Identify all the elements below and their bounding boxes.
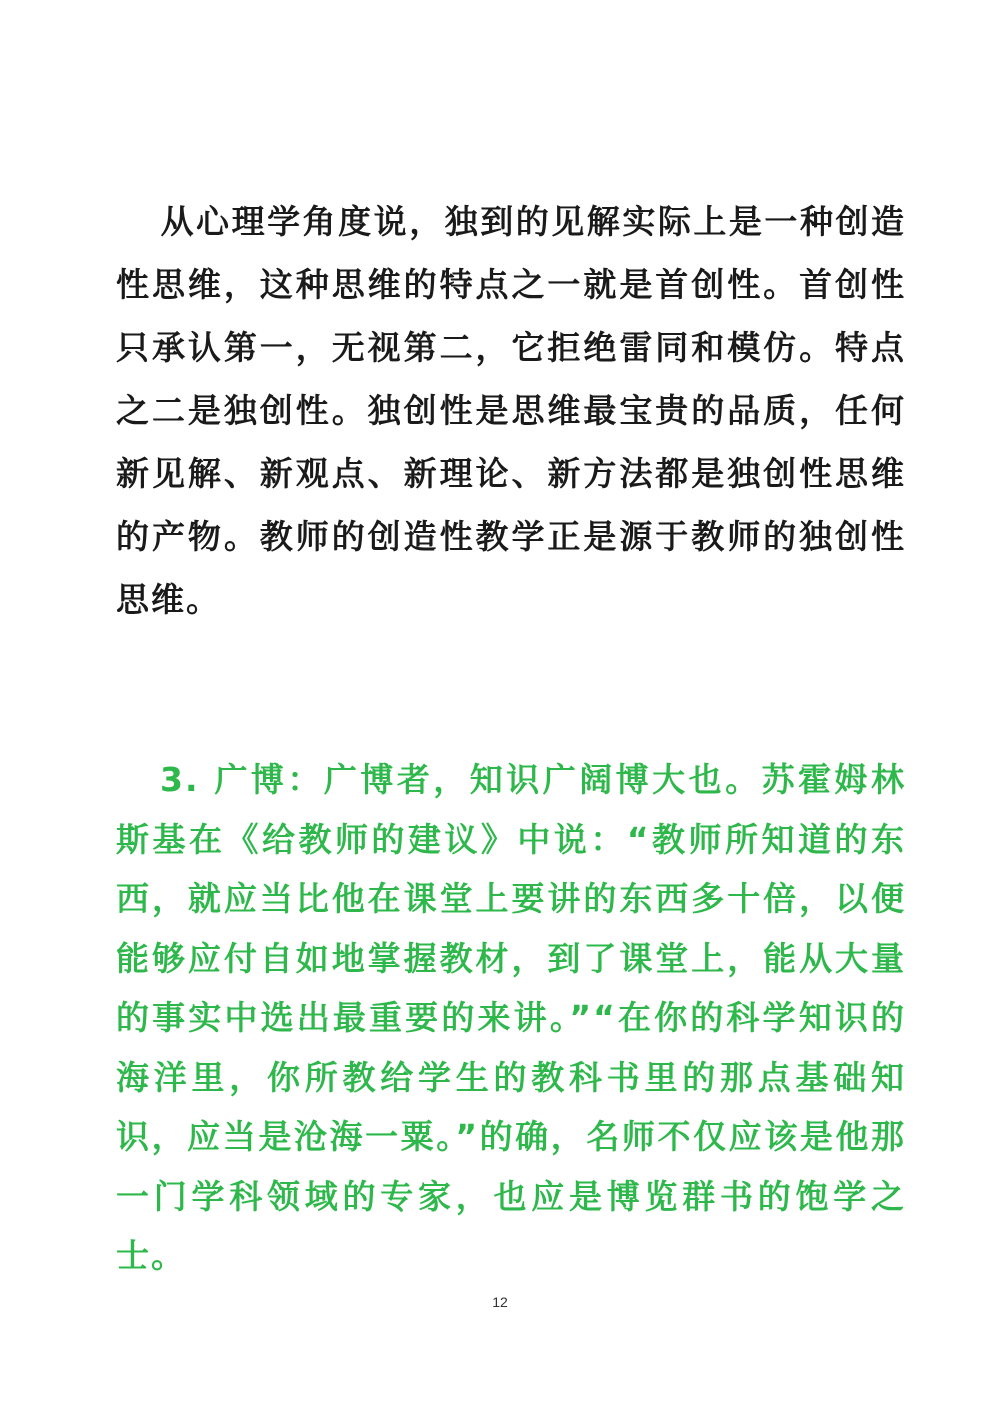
paragraph-breadth [116,750,906,1286]
page-number: 12 [492,1294,508,1310]
paragraph-originality [116,190,906,631]
paragraph-breadth-text: 3. 广博：广博者，知识广阔博大也。苏霍姆林斯基在《给教师的建议》中说：“教师所知道的东西，就应当比他在课堂上要讲的东西多十倍，以便能够应付自如地掌握教材，到了课堂上，能从大量的事实中选出最重要的来讲。”“在你的科学知识的海洋里，你所教给学生的教科书里的那点基础知识，应当是沧海一粟。”的确，名师不仅应该是他那一门学科领域的专家，也应是博览群书的饱学之士。 [116,760,906,1275]
paragraph-originality-text: 从心理学角度说，独到的见解实际上是一种创造性思维，这种思维的特点之一就是首创性。首创性只承认第一，无视第二，它拒绝雷同和模仿。特点之二是独创性。独创性是思维最宝贵的品质，任何新见解、新观点、新理论、新方法都是独创性思维的产物。教师的创造性教学正是源于教师的独创性思维。 [116,202,906,619]
